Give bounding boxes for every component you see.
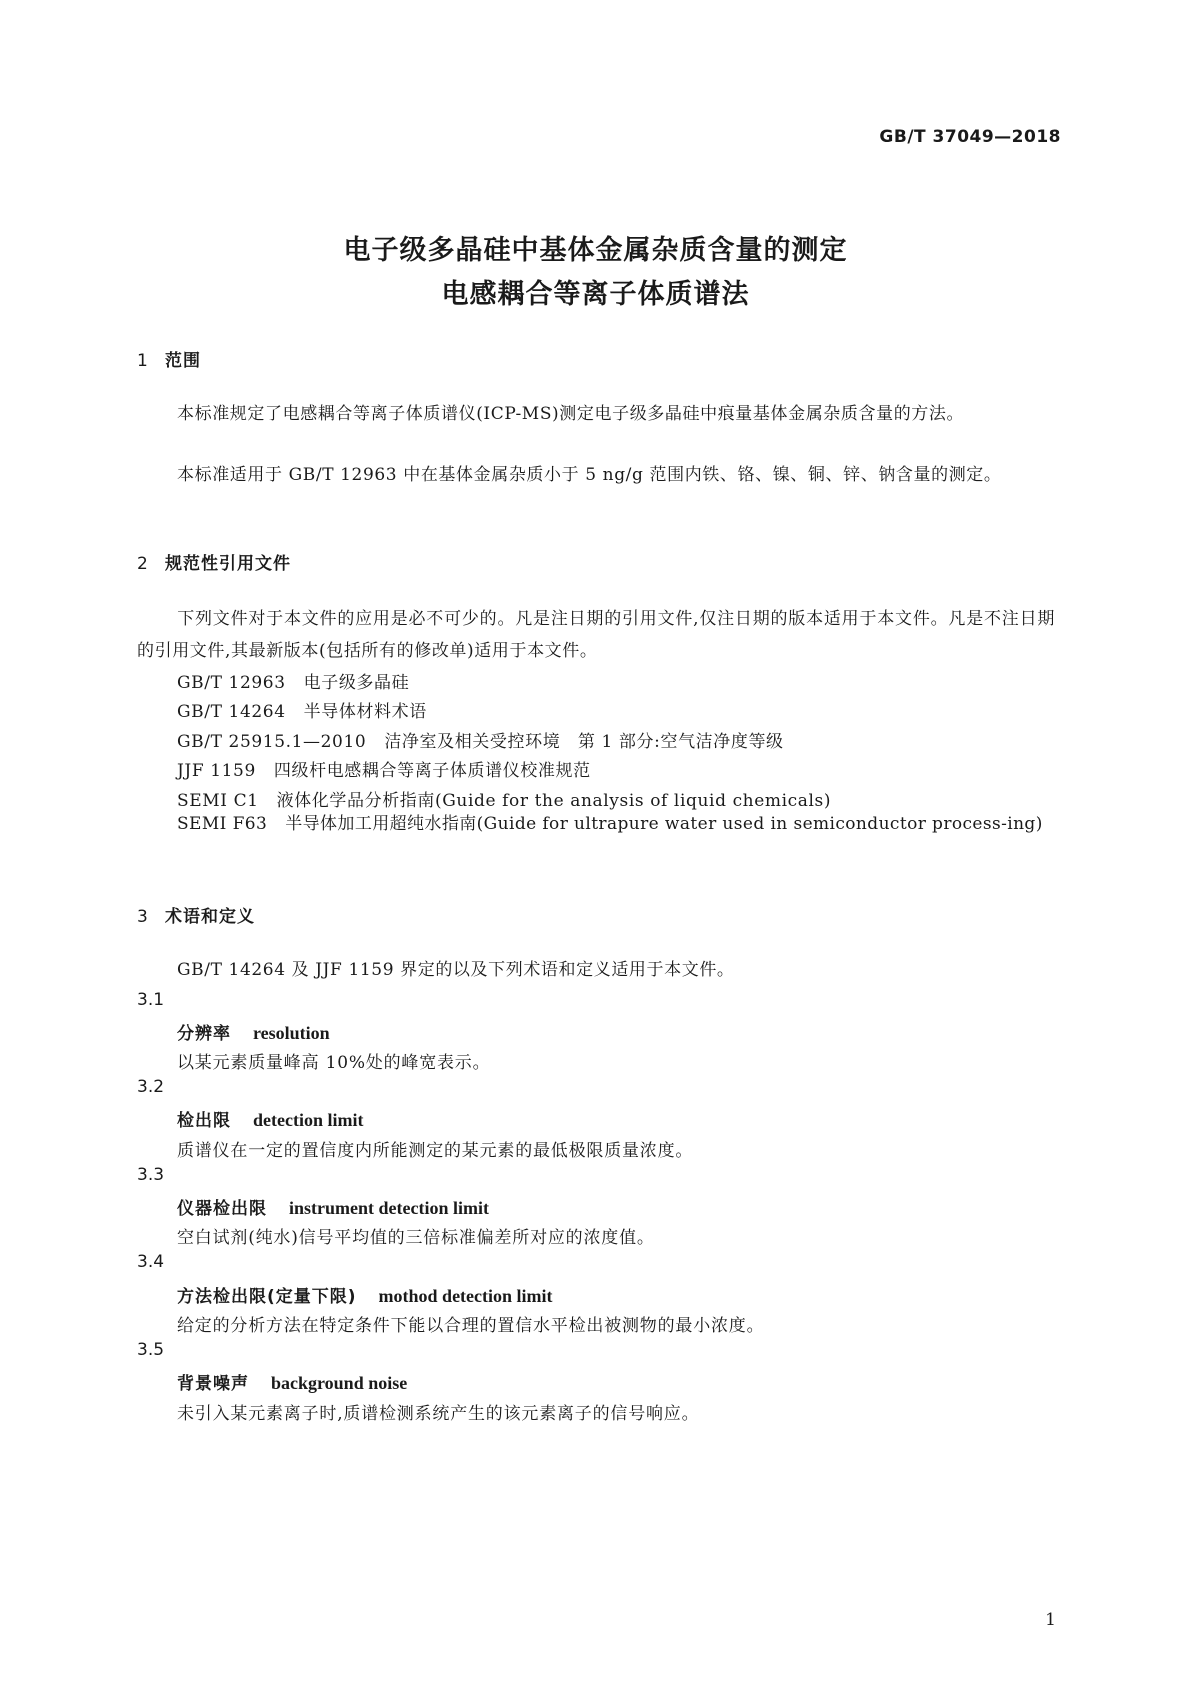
term-definition: 以某元素质量峰高 10%处的峰宽表示。 [177, 1053, 491, 1073]
term-definition: 质谱仪在一定的置信度内所能测定的某元素的最低极限质量浓度。 [177, 1141, 694, 1161]
section-number: 1 [137, 351, 149, 371]
term-entry [177, 1194, 489, 1219]
term-definition: 未引入某元素离子时,质谱检测系统产生的该元素离子的信号响应。 [177, 1404, 700, 1424]
section-title: 范围 [165, 351, 201, 371]
reference-code: JJF 1159 [177, 761, 256, 781]
reference-item [177, 697, 427, 722]
reference-item [177, 756, 591, 781]
reference-item [137, 809, 1055, 841]
reference-title: 洁净室及相关受控环境 第 1 部分:空气洁净度等级 [384, 732, 784, 752]
reference-code: SEMI C1 [177, 791, 259, 811]
reference-item [177, 668, 409, 693]
term-definition: 给定的分析方法在特定条件下能以合理的置信水平检出被测物的最小浓度。 [177, 1316, 765, 1336]
term-entry [177, 1019, 330, 1044]
reference-code: GB/T 14264 [177, 702, 286, 722]
standard-code: GB/T 37049—2018 [879, 127, 1061, 147]
reference-title: 四级杆电感耦合等离子体质谱仪校准规范 [273, 761, 591, 781]
section1-paragraph-1 [137, 399, 1055, 431]
section-number: 3 [137, 907, 149, 927]
clause-number: 3.3 [137, 1165, 165, 1185]
section2-heading [137, 549, 291, 574]
term-entry [177, 1106, 363, 1131]
section3-intro [137, 955, 1055, 987]
reference-title: 液体化学品分析指南(Guide for the analysis of liquid chemicals) [276, 791, 832, 811]
term-zh: 仪器检出限 [177, 1199, 267, 1219]
paragraph-text: 本标准规定了电感耦合等离子体质谱仪(ICP-MS)测定电子级多晶硅中痕量基体金属杂质含量的方法。 [177, 404, 965, 424]
section-title: 术语和定义 [165, 907, 255, 927]
paragraph-text: 下列文件对于本文件的应用是必不可少的。凡是注日期的引用文件,仅注日期的版本适用于本文件。凡是不注日期的引用文件,其最新版本(包括所有的修改单)适用于本文件。 [137, 609, 1055, 661]
term-entry [177, 1282, 553, 1307]
paragraph-text: 本标准适用于 GB/T 12963 中在基体金属杂质小于 5 ng/g 范围内铁、铬、镍、铜、锌、钠含量的测定。 [177, 465, 1002, 485]
reference-title: 半导体材料术语 [303, 702, 427, 722]
section-title: 规范性引用文件 [165, 554, 291, 574]
term-entry [177, 1369, 407, 1394]
term-en: instrument detection limit [289, 1198, 489, 1218]
term-zh: 方法检出限(定量下限) [177, 1287, 357, 1307]
section1-heading [137, 346, 201, 371]
reference-code: SEMI F63 [177, 814, 268, 834]
clause-number: 3.4 [137, 1252, 165, 1272]
reference-item [177, 786, 831, 811]
term-zh: 检出限 [177, 1111, 231, 1131]
term-en: detection limit [253, 1110, 364, 1130]
reference-code: GB/T 12963 [177, 673, 286, 693]
reference-title: 半导体加工用超纯水指南(Guide for ultrapure water used in semiconductor process-ing) [285, 814, 1043, 834]
reference-code: GB/T 25915.1—2010 [177, 732, 367, 752]
reference-title: 电子级多晶硅 [303, 673, 410, 693]
section1-paragraph-2 [137, 460, 1055, 492]
term-en: background noise [271, 1373, 408, 1393]
clause-number: 3.1 [137, 990, 165, 1010]
section-number: 2 [137, 554, 149, 574]
term-zh: 背景噪声 [177, 1374, 249, 1394]
document-title-line1: 电子级多晶硅中基体金属杂质含量的测定 [343, 235, 848, 266]
page-number: 1 [1045, 1610, 1056, 1630]
clause-number: 3.2 [137, 1077, 165, 1097]
document-title-line2: 电感耦合等离子体质谱法 [441, 279, 750, 310]
section2-intro [137, 604, 1055, 667]
term-zh: 分辨率 [177, 1024, 231, 1044]
term-definition: 空白试剂(纯水)信号平均值的三倍标准偏差所对应的浓度值。 [177, 1228, 655, 1248]
term-en: mothod detection limit [378, 1286, 553, 1306]
paragraph-text: GB/T 14264 及 JJF 1159 界定的以及下列术语和定义适用于本文件。 [177, 960, 735, 980]
clause-number: 3.5 [137, 1340, 165, 1360]
reference-item [177, 727, 784, 752]
term-en: resolution [253, 1023, 330, 1043]
section3-heading [137, 902, 255, 927]
